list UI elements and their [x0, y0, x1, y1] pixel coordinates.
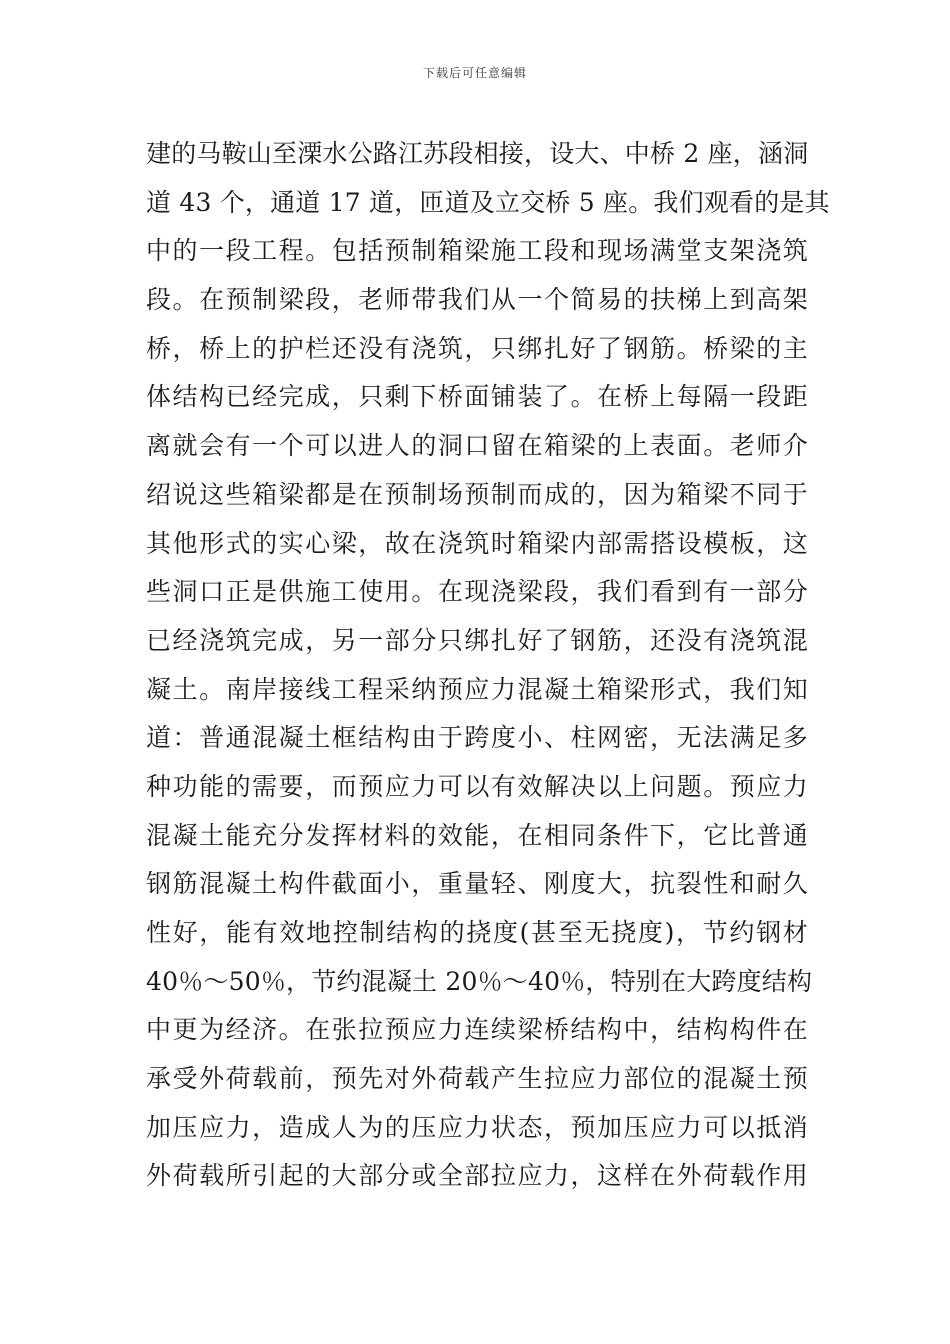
document-body	[146, 130, 830, 1201]
page-header: 下载后可任意编辑	[422, 66, 527, 80]
text-line: 段。在预制梁段，老师带我们从一个简易的扶梯上到高架	[146, 285, 808, 315]
text-line: 建的马鞍山至溧水公路江苏段相接，设大、中桥 2 座，涵洞	[146, 139, 809, 168]
text-line: 钢筋混凝土构件截面小，重量轻、刚度大，抗裂性和耐久	[146, 869, 808, 899]
text-line: 道 43 个，通道 17 道，匝道及立交桥 5 座。我们观看的是其	[146, 187, 830, 217]
text-line: 凝土。南岸接线工程采纳预应力混凝土箱梁形式，我们知	[146, 674, 808, 704]
text-line: 其他形式的实心梁，故在浇筑时箱梁内部需搭设模板，这	[146, 528, 808, 558]
text-line: 些洞口正是供施工使用。在现浇梁段，我们看到有一部分	[146, 577, 808, 607]
text-line: 体结构已经完成，只剩下桥面铺装了。在桥上每隔一段距	[146, 382, 808, 412]
text-line: 已经浇筑完成，另一部分只绑扎好了钢筋，还没有浇筑混	[146, 625, 808, 655]
text-line: 加压应力，造成人为的压应力状态，预加压应力可以抵消	[146, 1112, 808, 1142]
text-line: 种功能的需要，而预应力可以有效解决以上问题。预应力	[146, 771, 808, 801]
text-line: 外荷载所引起的大部分或全部拉应力，这样在外荷载作用	[146, 1161, 808, 1191]
text-line: 绍说这些箱梁都是在预制场预制而成的，因为箱梁不同于	[146, 479, 808, 509]
text-line: 混凝土能充分发挥材料的效能，在相同条件下，它比普通	[146, 820, 808, 850]
text-line: 道：普通混凝土框结构由于跨度小、柱网密，无法满足多	[146, 723, 808, 753]
text-line: 性好，能有效地控制结构的挠度(甚至无挠度)，节约钢材	[146, 918, 808, 947]
text-line: 中更为经济。在张拉预应力连续梁桥结构中，结构构件在	[146, 1015, 808, 1045]
text-line: 中的一段工程。包括预制箱梁施工段和现场满堂支架浇筑	[146, 236, 808, 266]
text-line: 40％～50％，节约混凝土 20％～40％，特别在大跨度结构	[146, 966, 813, 996]
text-line: 承受外荷载前，预先对外荷载产生拉应力部位的混凝土预	[146, 1064, 808, 1094]
text-line: 桥，桥上的护栏还没有浇筑，只绑扎好了钢筋。桥梁的主	[146, 333, 808, 363]
text-line: 离就会有一个可以进人的洞口留在箱梁的上表面。老师介	[146, 431, 808, 461]
